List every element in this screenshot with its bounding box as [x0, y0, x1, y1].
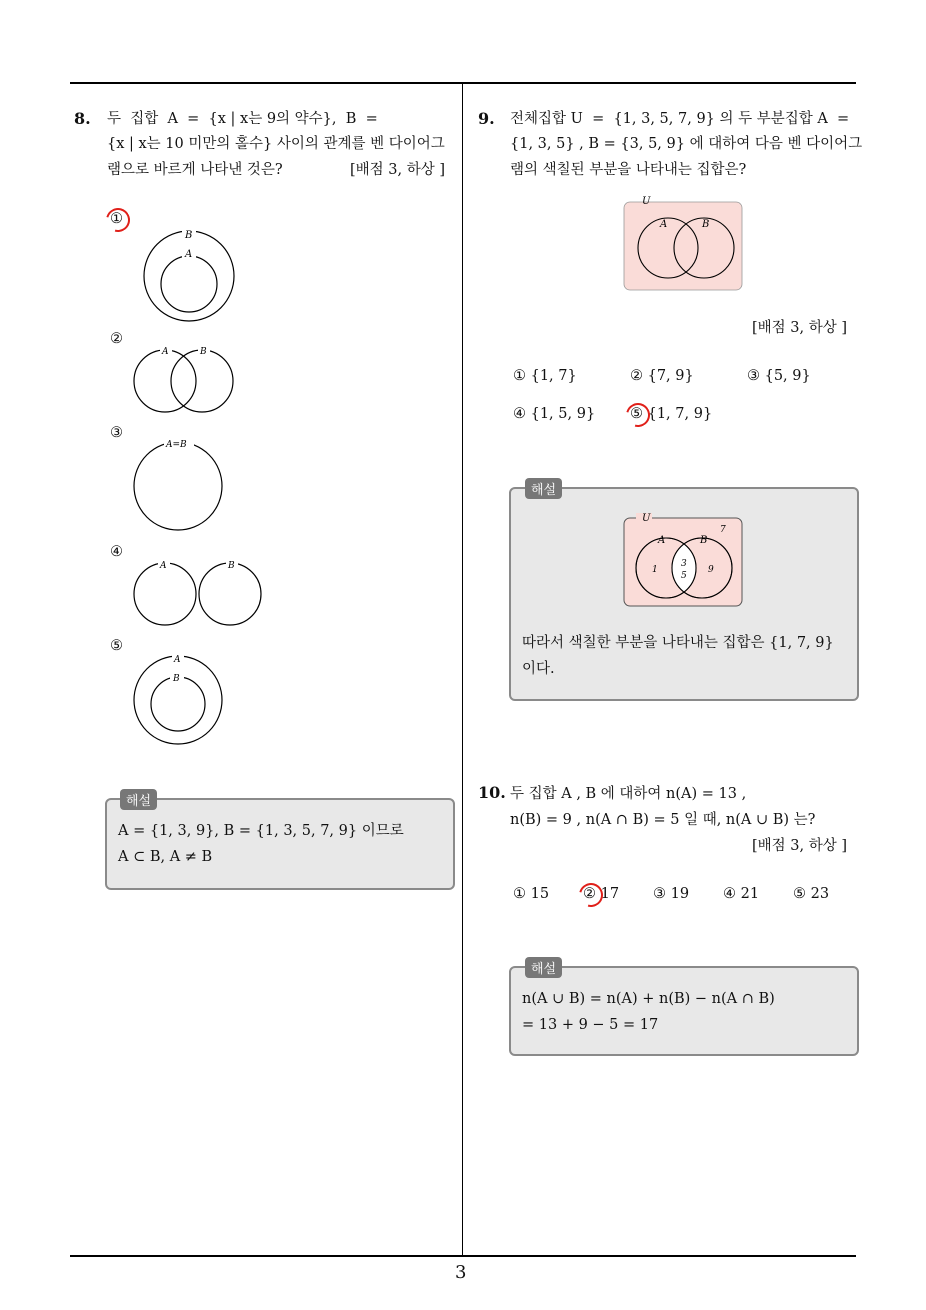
- q10-line2: n(B) = 9 , n(A ∩ B) = 5 일 때, n(A ∪ B) 는?: [510, 812, 816, 828]
- bottom-rule: [70, 1255, 856, 1257]
- venn-circle-b: [199, 563, 261, 625]
- q9-choice-5[interactable]: ⑤ {1, 7, 9}: [630, 406, 713, 422]
- venn-element-9: 9: [708, 565, 714, 575]
- q10-number: 10.: [478, 783, 506, 802]
- q9-venn-diagram: [620, 194, 746, 294]
- q8-venn-1[interactable]: [140, 228, 240, 324]
- q10-choice-3[interactable]: ③ 19: [653, 886, 690, 902]
- venn-label-b: B: [700, 535, 708, 546]
- q10-choice-5[interactable]: ⑤ 23: [793, 886, 830, 902]
- q8-venn-3[interactable]: [130, 436, 230, 536]
- q8-line3: 램으로 바르게 나타낸 것은?: [107, 162, 283, 178]
- answer-mark-circle: [622, 399, 655, 432]
- venn-label-a: A: [162, 347, 169, 357]
- venn-circle-b: [171, 350, 233, 412]
- q8-score: [배점 3, 하상 ]: [350, 162, 446, 178]
- q8-venn-4[interactable]: [130, 558, 266, 628]
- venn-label-a: A: [185, 249, 193, 260]
- q9-solution-line2: 이다.: [522, 661, 555, 677]
- q8-solution-tag: 해설: [120, 789, 157, 810]
- q8-solution-line2: A ⊂ B, A ≠ B: [118, 849, 213, 865]
- q8-line1: 두 집합 A = {x | x는 9의 약수}, B =: [107, 111, 378, 127]
- venn-label-a: A: [174, 655, 181, 665]
- q9-choice-1[interactable]: ① {1, 7}: [513, 368, 577, 384]
- column-divider: [462, 84, 463, 1256]
- page-number: 3: [455, 1262, 467, 1283]
- venn-label-b: B: [702, 219, 710, 230]
- venn-label-u: U: [642, 196, 651, 207]
- venn-label-b: B: [173, 674, 180, 684]
- q8-choice-2-number[interactable]: ②: [110, 331, 123, 347]
- venn-circle-a: [638, 218, 698, 278]
- venn-label-a: A: [160, 561, 167, 571]
- q10-choice-1[interactable]: ① 15: [513, 886, 550, 902]
- q8-solution-line1: A = {1, 3, 9}, B = {1, 3, 5, 7, 9} 이므로: [118, 823, 404, 839]
- q10-choice-2[interactable]: ② 17: [583, 886, 620, 902]
- q8-line2: {x | x는 10 미만의 홀수} 사이의 관계를 벤 다이어그: [107, 136, 445, 152]
- q10-line1: 두 집합 A , B 에 대하여 n(A) = 13 ,: [510, 786, 747, 802]
- q10-choice-4[interactable]: ④ 21: [723, 886, 760, 902]
- q10-solution-line2: = 13 + 9 − 5 = 17: [522, 1017, 659, 1033]
- venn-label-b: B: [228, 561, 235, 571]
- venn-circle-b: [151, 677, 205, 731]
- q10-score: [배점 3, 하상 ]: [752, 838, 848, 854]
- q8-choice-1-number[interactable]: ①: [110, 211, 123, 227]
- venn-label-b: B: [200, 347, 207, 357]
- venn-circle-a: [134, 350, 196, 412]
- q10-solution-line1: n(A ∪ B) = n(A) + n(B) − n(A ∩ B): [522, 991, 775, 1007]
- top-rule: [70, 82, 856, 84]
- q8-choice-4-number[interactable]: ④: [110, 544, 123, 560]
- q9-solution-venn: [620, 510, 746, 610]
- q8-choice-5-number[interactable]: ⑤: [110, 638, 123, 654]
- q9-line1: 전체집합 U = {1, 3, 5, 7, 9} 의 두 부분집합 A =: [510, 111, 850, 127]
- venn-circle-a: [161, 256, 217, 312]
- venn-label-u: U: [642, 513, 651, 524]
- venn-element-5: 5: [681, 571, 687, 581]
- q9-choice-3[interactable]: ③ {5, 9}: [747, 368, 811, 384]
- venn-element-3: 3: [681, 559, 687, 569]
- q8-venn-5[interactable]: [130, 652, 230, 748]
- q9-score: [배점 3, 하상 ]: [752, 320, 848, 336]
- q9-solution-line1: 따라서 색칠한 부분을 나타내는 집합은 {1, 7, 9}: [522, 635, 834, 651]
- venn-label-a: A: [658, 535, 666, 546]
- answer-mark-circle: [575, 879, 608, 912]
- answer-mark-circle: [102, 204, 135, 237]
- q8-choice-3-number[interactable]: ③: [110, 425, 123, 441]
- q8-number: 8.: [74, 109, 91, 128]
- venn-label-a: A: [660, 219, 668, 230]
- venn-circle-b: [144, 231, 234, 321]
- q9-line2: {1, 3, 5} , B = {3, 5, 9} 에 대하여 다음 벤 다이어그: [510, 136, 863, 152]
- q10-solution-tag: 해설: [525, 957, 562, 978]
- q9-line3: 램의 색칠된 부분을 나타내는 집합은?: [510, 162, 747, 178]
- q8-venn-2[interactable]: [130, 344, 240, 416]
- q9-solution-tag: 해설: [525, 478, 562, 499]
- venn-circle-ab: [134, 442, 222, 530]
- q9-choice-4[interactable]: ④ {1, 5, 9}: [513, 406, 596, 422]
- venn-circle-a: [134, 563, 196, 625]
- q9-choice-2[interactable]: ② {7, 9}: [630, 368, 694, 384]
- venn-element-7: 7: [720, 525, 726, 535]
- q9-number: 9.: [478, 109, 495, 128]
- venn-label-ab: A=B: [166, 440, 187, 450]
- venn-element-1: 1: [652, 565, 658, 575]
- venn-label-b: B: [185, 230, 193, 241]
